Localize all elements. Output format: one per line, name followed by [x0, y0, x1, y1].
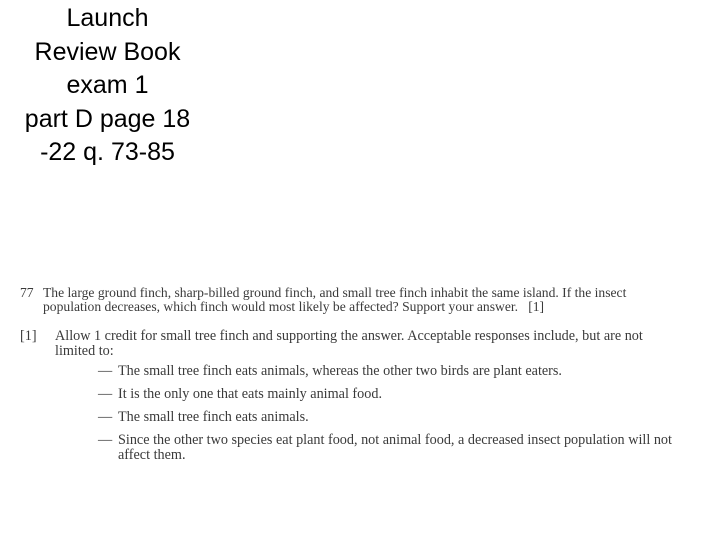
answer-points: [1]: [20, 328, 37, 344]
list-item: [98, 433, 680, 463]
answer-block: [20, 329, 680, 463]
question-points: [1]: [528, 299, 545, 314]
acceptable-responses-list: [98, 364, 680, 463]
response-text: The small tree finch eats animals.: [118, 409, 309, 425]
question-number: 77: [20, 285, 34, 300]
question-text: The large ground finch, sharp-billed ground finch, and small tree finch inhabit the same island. If the insect population decreases, which finch would most likely be affected? Support your answer. [1]: [43, 285, 627, 314]
title-line: exam 1: [66, 71, 149, 99]
scanned-answer-key: [20, 286, 680, 471]
question-77: [20, 286, 680, 314]
title-line: Review Book: [34, 37, 181, 66]
bullet-dash: —: [98, 386, 113, 402]
bullet-dash: —: [98, 432, 113, 448]
list-item: [98, 364, 680, 379]
bullet-dash: —: [98, 363, 113, 379]
title-line: -22 q. 73-85: [40, 138, 175, 166]
list-item: [98, 387, 680, 402]
list-item: [98, 410, 680, 425]
response-text: Since the other two species eat plant food, not animal food, a decreased insect population will not affect them.: [118, 432, 672, 463]
title-line: Launch: [66, 4, 149, 32]
title-line: part D page 18: [24, 104, 191, 133]
response-text: The small tree finch eats animals, whereas the other two birds are plant eaters.: [118, 363, 562, 379]
response-text: It is the only one that eats mainly animal food.: [118, 386, 382, 402]
slide-title: [0, 2, 215, 170]
answer-intro: Allow 1 credit for small tree finch and supporting the answer. Acceptable responses include, but are not limited to:: [55, 328, 643, 359]
bullet-dash: —: [98, 409, 113, 425]
